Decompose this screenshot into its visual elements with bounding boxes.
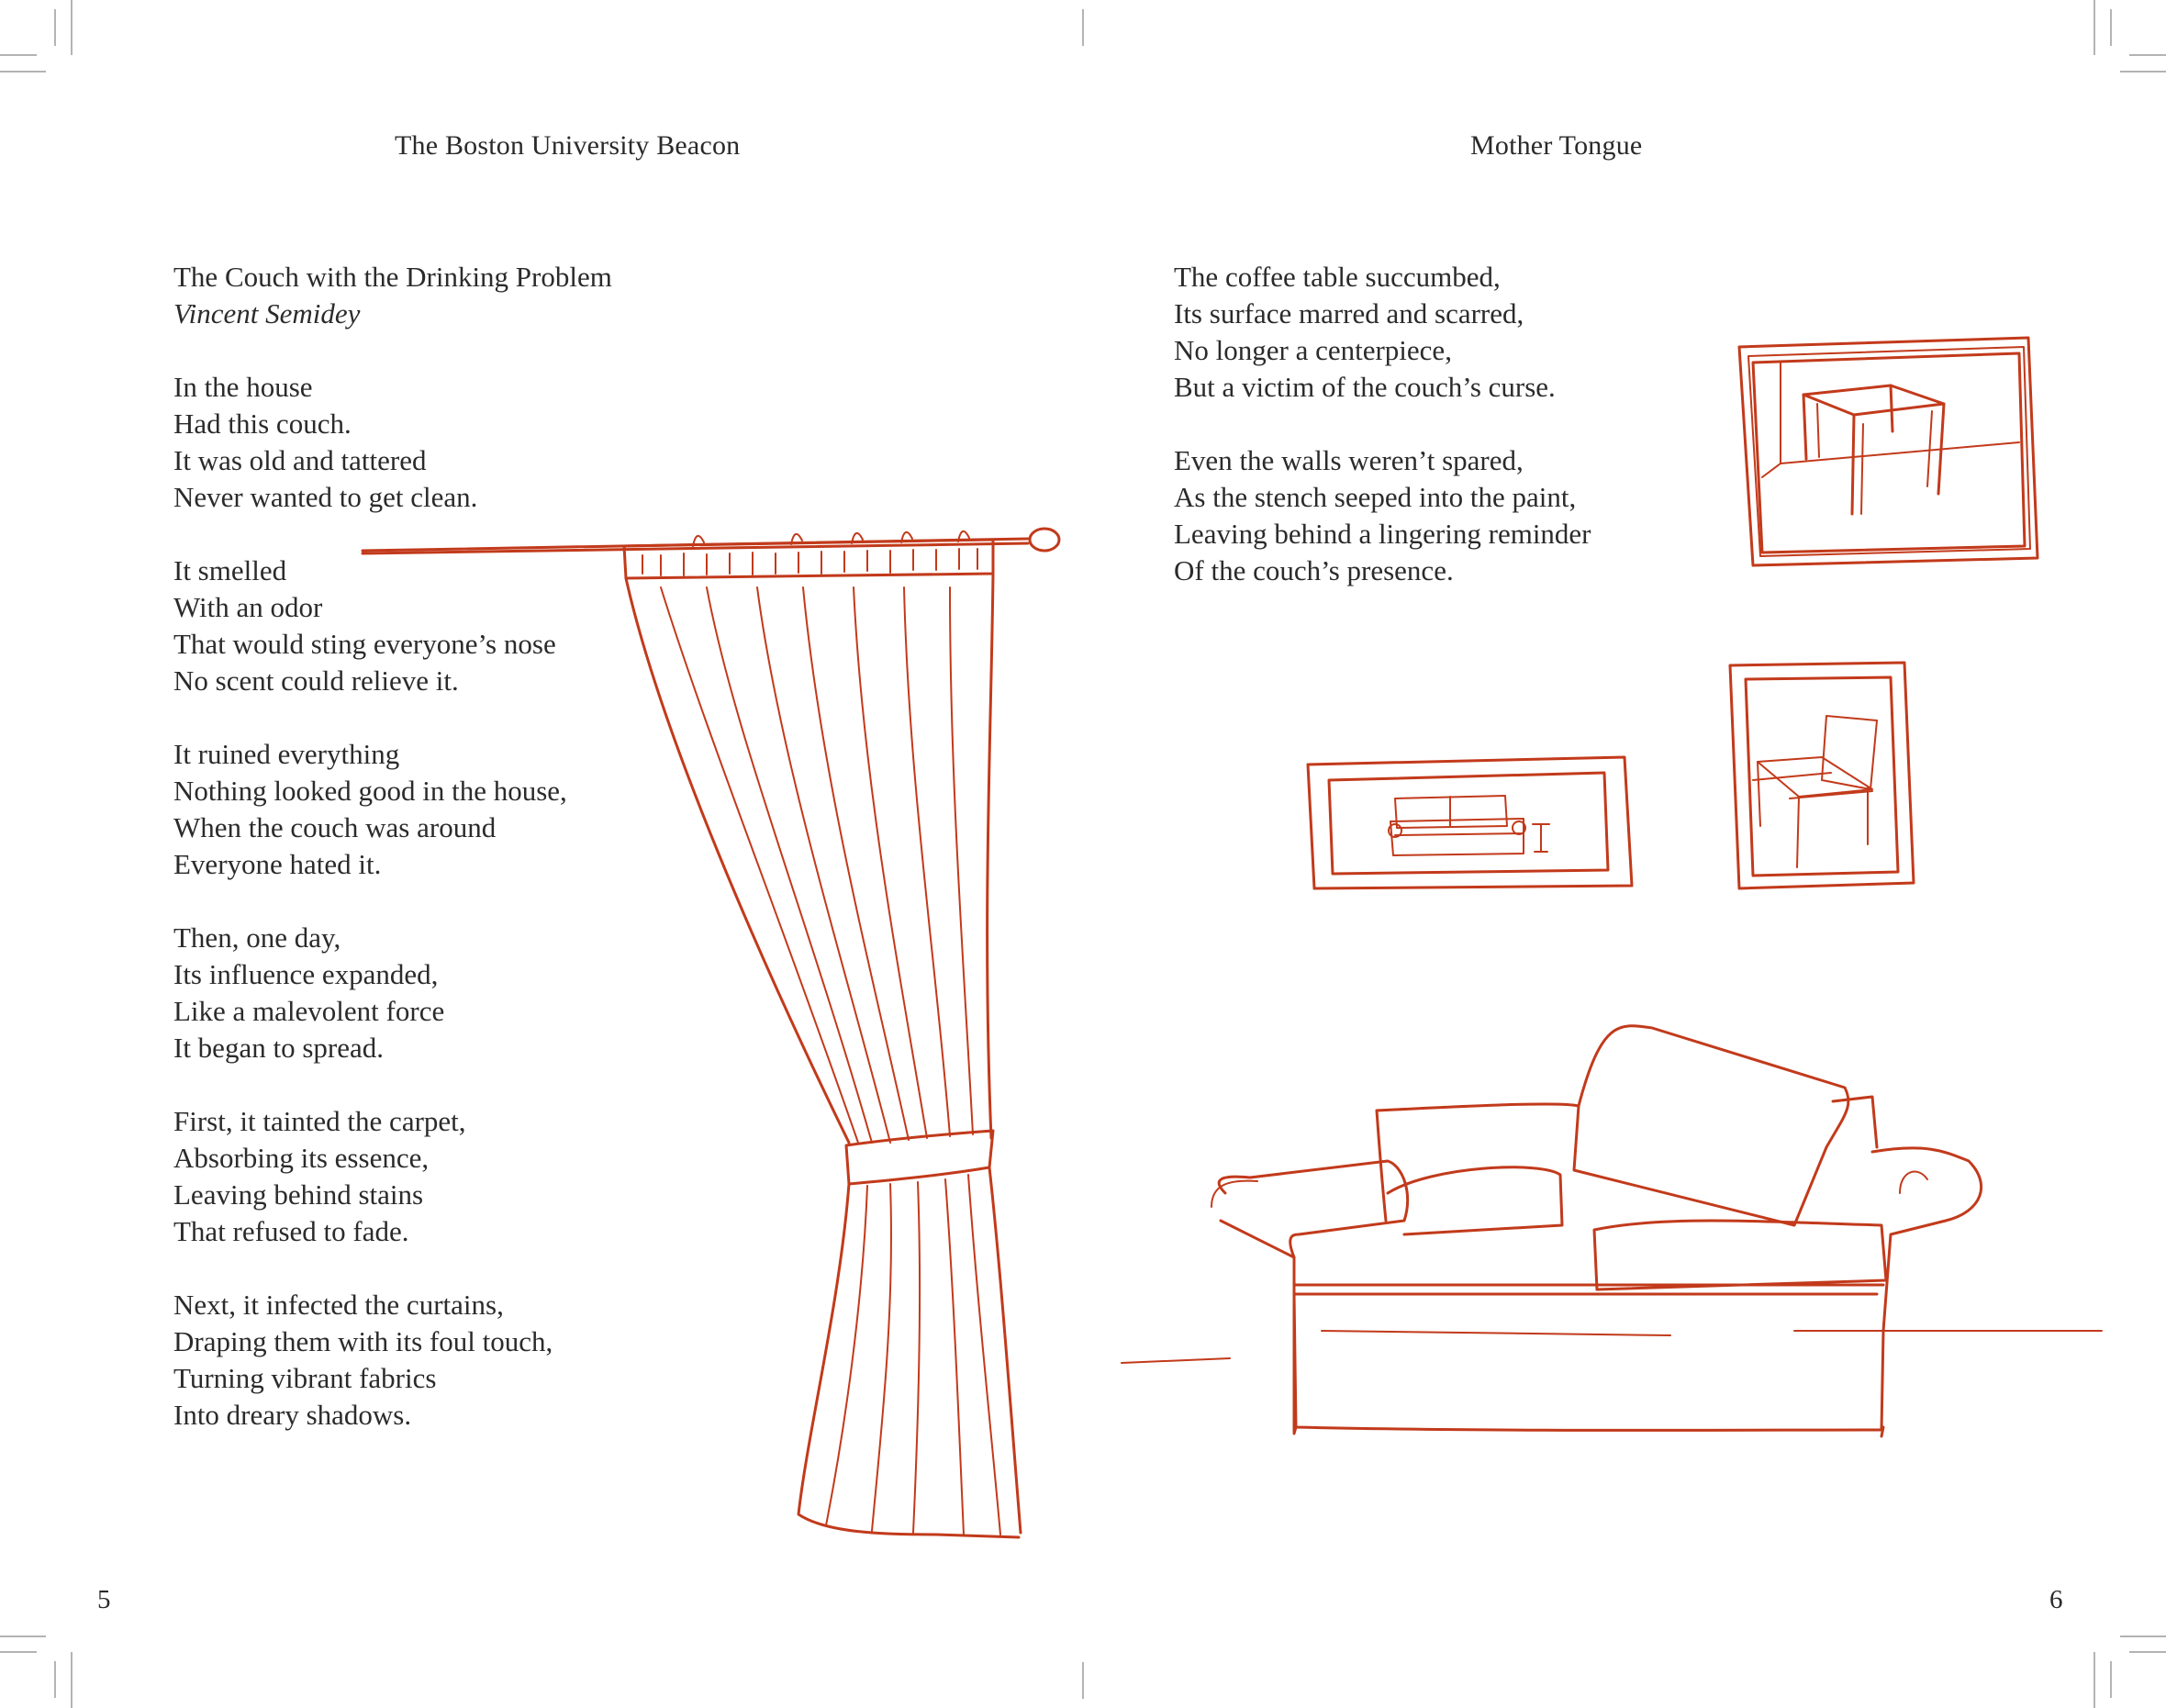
page-number-left: 5 — [97, 1585, 111, 1614]
stanza — [173, 553, 724, 699]
poem-line: Leaving behind stains — [173, 1178, 424, 1211]
running-head-right: Mother Tongue — [1470, 130, 1643, 161]
poem-line: Absorbing its essence, — [173, 1142, 430, 1174]
framed-couch-illustration — [1308, 757, 1632, 888]
poem-line: Then, one day, — [173, 921, 341, 954]
poem-line: That refused to fade. — [173, 1215, 409, 1247]
stanza — [173, 369, 724, 516]
poem-line: Like a malevolent force — [173, 995, 445, 1027]
stanza — [173, 1287, 724, 1434]
poem-line: It was old and tattered — [173, 444, 427, 476]
poem-line: Even the walls weren’t spared, — [1174, 444, 1524, 476]
poem-line: The coffee table succumbed, — [1174, 261, 1501, 293]
poem-line: Next, it infected the curtains, — [173, 1289, 504, 1321]
stanza — [173, 920, 724, 1066]
poem-line: In the house — [173, 371, 313, 403]
stanza — [1174, 259, 1651, 406]
poem-line: Of the couch’s presence. — [1174, 554, 1454, 586]
running-head-left: The Boston University Beacon — [395, 130, 741, 161]
stanza — [173, 736, 724, 883]
couch-illustration — [1122, 1026, 2102, 1436]
poem-line: Never wanted to get clean. — [173, 481, 478, 513]
stanza — [173, 1103, 724, 1250]
poem-author: Vincent Semidey — [173, 297, 361, 329]
poem-line: It smelled — [173, 554, 287, 586]
framed-chair-illustration — [1730, 663, 1914, 888]
stanza — [1174, 442, 1651, 589]
poem-line: Everyone hated it. — [173, 848, 382, 880]
poem-line: With an odor — [173, 591, 323, 623]
poem-line: Had this couch. — [173, 407, 352, 440]
poem-line: As the stench seeped into the paint, — [1174, 481, 1577, 513]
poem-right — [1174, 259, 1651, 589]
poem-line: Nothing looked good in the house, — [173, 775, 567, 807]
poem-line: Its influence expanded, — [173, 958, 439, 990]
poem-line: Turning vibrant fabrics — [173, 1362, 437, 1394]
poem-line: That would sting everyone’s nose — [173, 628, 556, 660]
poem-line: Into dreary shadows. — [173, 1399, 412, 1431]
poem-line: No longer a centerpiece, — [1174, 334, 1452, 366]
poem-line: Its surface marred and scarred, — [1174, 297, 1524, 329]
poem-line: Draping them with its foul touch, — [173, 1325, 553, 1357]
poem-line: No scent could relieve it. — [173, 664, 459, 697]
poem-title: The Couch with the Drinking Problem — [173, 261, 612, 293]
poem-line: When the couch was around — [173, 811, 497, 843]
page-number-right: 6 — [2049, 1585, 2063, 1614]
poem-line: Leaving behind a lingering reminder — [1174, 518, 1591, 550]
poem-line: It began to spread. — [173, 1032, 384, 1064]
poem-line: But a victim of the couch’s curse. — [1174, 371, 1556, 403]
poem-line: It ruined everything — [173, 738, 400, 770]
poem-line: First, it tainted the carpet, — [173, 1105, 466, 1137]
poem-heading — [173, 259, 724, 332]
poem-left — [173, 259, 724, 1434]
framed-table-illustration — [1739, 338, 2038, 565]
